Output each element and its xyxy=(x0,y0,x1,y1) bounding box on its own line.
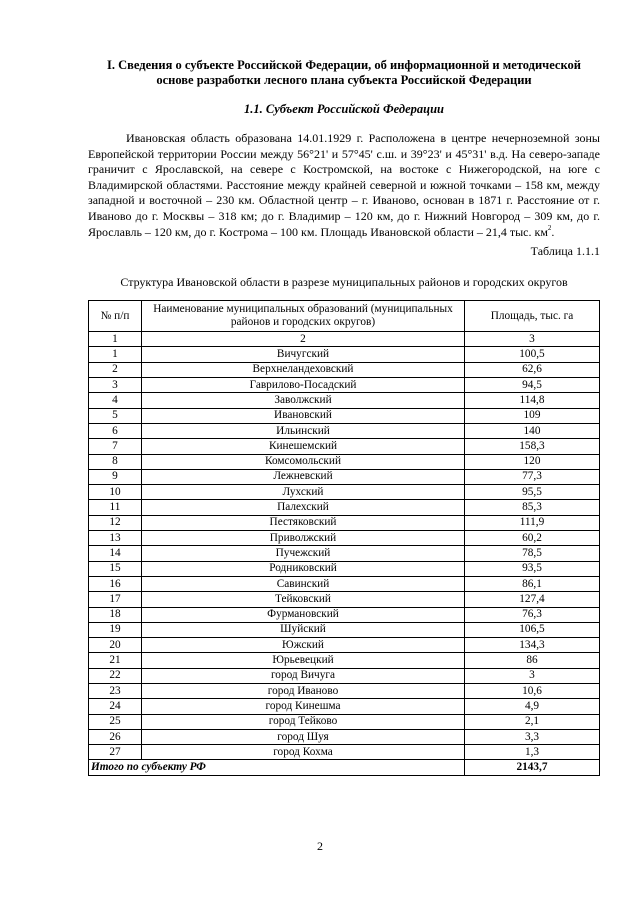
row-name: Пестяковский xyxy=(142,515,465,530)
intro-text: Ивановская область образована 14.01.1929 г. Расположена в центре нечерноземной зоны Европейской территории России между 56°21' и 57°45' с.ш. и 39°23' и 45°31' в.д. На северо-западе граничит с Ярославской, на севере с Костромской, на востоке с Нижегородской, на юге с Владимирской областями. Расстояние между крайней северной и южной точками – 158 км, между западной и восточной – 230 км. Областной центр – г. Иваново, основан в 1871 г. Расстояние от г. Иваново до г. Москвы – 318 км; до г. Владимир – 120 км, до г. Нижний Новгород – 309 км, до г. Ярославль – 120 км, до г. Кострома – 100 км. Площадь Ивановской области – 21,4 тыс. км xyxy=(88,131,600,239)
row-name: Юрьевецкий xyxy=(142,653,465,668)
row-area: 2,1 xyxy=(465,714,600,729)
table-row xyxy=(89,423,600,438)
row-area: 86 xyxy=(465,653,600,668)
column-number-row xyxy=(89,332,600,347)
row-name: Тейковский xyxy=(142,592,465,607)
total-row xyxy=(89,760,600,775)
row-number: 14 xyxy=(89,546,142,561)
header-area: Площадь, тыс. га xyxy=(465,301,600,332)
table-row xyxy=(89,638,600,653)
row-name: Савинский xyxy=(142,576,465,591)
row-number: 6 xyxy=(89,423,142,438)
row-number: 9 xyxy=(89,469,142,484)
table-row xyxy=(89,653,600,668)
row-name: Южский xyxy=(142,638,465,653)
table-row xyxy=(89,454,600,469)
table-row xyxy=(89,393,600,408)
table-body xyxy=(89,347,600,760)
table-row xyxy=(89,683,600,698)
row-name: Комсомольский xyxy=(142,454,465,469)
row-number: 15 xyxy=(89,561,142,576)
paragraph-end: . xyxy=(551,224,555,239)
row-number: 3 xyxy=(89,378,142,393)
total-label: Итого по субъекту РФ xyxy=(89,760,465,775)
row-area: 140 xyxy=(465,423,600,438)
row-name: город Шуя xyxy=(142,729,465,744)
page-number: 2 xyxy=(317,839,323,853)
row-area: 120 xyxy=(465,454,600,469)
row-number: 4 xyxy=(89,393,142,408)
row-name: Гаврилово-Посадский xyxy=(142,378,465,393)
row-name: город Иваново xyxy=(142,683,465,698)
row-name: город Кохма xyxy=(142,745,465,760)
row-number: 25 xyxy=(89,714,142,729)
table-caption: Структура Ивановской области в разрезе муниципальных районов и городских округов xyxy=(120,275,568,290)
table-row xyxy=(89,622,600,637)
total-area: 2143,7 xyxy=(465,760,600,775)
row-area: 109 xyxy=(465,408,600,423)
table-row xyxy=(89,469,600,484)
document-page xyxy=(88,58,600,776)
row-area: 85,3 xyxy=(465,500,600,515)
row-number: 5 xyxy=(89,408,142,423)
row-number: 2 xyxy=(89,362,142,377)
table-row xyxy=(89,745,600,760)
row-area: 100,5 xyxy=(465,347,600,362)
row-area: 78,5 xyxy=(465,546,600,561)
row-area: 3,3 xyxy=(465,729,600,744)
row-name: город Тейково xyxy=(142,714,465,729)
table-row xyxy=(89,546,600,561)
row-name: Кинешемский xyxy=(142,439,465,454)
table-row xyxy=(89,439,600,454)
row-number: 8 xyxy=(89,454,142,469)
row-area: 158,3 xyxy=(465,439,600,454)
row-number: 11 xyxy=(89,500,142,515)
table-row xyxy=(89,408,600,423)
row-area: 114,8 xyxy=(465,393,600,408)
row-number: 17 xyxy=(89,592,142,607)
row-name: Ивановский xyxy=(142,408,465,423)
header-name: Наименование муниципальных образований (муниципальных районов и городских округов) xyxy=(142,301,465,332)
section-heading: I. Сведения о субъекте Российской Федерации, об информационной и методической основе разработки лесного плана субъекта Российской Федерации xyxy=(107,58,581,87)
row-name: Пучежский xyxy=(142,546,465,561)
row-area: 1,3 xyxy=(465,745,600,760)
row-area: 4,9 xyxy=(465,699,600,714)
row-name: Заволжский xyxy=(142,393,465,408)
table-header-row xyxy=(89,301,600,332)
area-unit-superscript: 2 xyxy=(547,223,552,232)
table-row xyxy=(89,714,600,729)
row-area: 93,5 xyxy=(465,561,600,576)
row-number: 12 xyxy=(89,515,142,530)
row-number: 16 xyxy=(89,576,142,591)
row-name: Ильинский xyxy=(142,423,465,438)
table-row xyxy=(89,576,600,591)
row-name: Вичугский xyxy=(142,347,465,362)
row-area: 106,5 xyxy=(465,622,600,637)
header-number: № п/п xyxy=(89,301,142,332)
row-number: 10 xyxy=(89,485,142,500)
row-number: 13 xyxy=(89,531,142,546)
column-number-3: 3 xyxy=(465,332,600,347)
table-row xyxy=(89,362,600,377)
row-name: Верхнеландеховский xyxy=(142,362,465,377)
table-row xyxy=(89,515,600,530)
table-row xyxy=(89,607,600,622)
column-number-1: 1 xyxy=(89,332,142,347)
row-number: 18 xyxy=(89,607,142,622)
table-row xyxy=(89,592,600,607)
row-name: Фурмановский xyxy=(142,607,465,622)
row-area: 111,9 xyxy=(465,515,600,530)
row-name: Лежневский xyxy=(142,469,465,484)
table-row xyxy=(89,347,600,362)
table-row xyxy=(89,531,600,546)
row-name: город Вичуга xyxy=(142,668,465,683)
row-number: 21 xyxy=(89,653,142,668)
row-area: 76,3 xyxy=(465,607,600,622)
table-row xyxy=(89,729,600,744)
row-area: 86,1 xyxy=(465,576,600,591)
row-area: 77,3 xyxy=(465,469,600,484)
row-number: 27 xyxy=(89,745,142,760)
row-area: 94,5 xyxy=(465,378,600,393)
row-name: Приволжский xyxy=(142,531,465,546)
row-number: 22 xyxy=(89,668,142,683)
row-area: 60,2 xyxy=(465,531,600,546)
table-label: Таблица 1.1.1 xyxy=(530,244,600,259)
row-number: 7 xyxy=(89,439,142,454)
row-number: 20 xyxy=(89,638,142,653)
row-number: 23 xyxy=(89,683,142,698)
municipal-structure-table xyxy=(88,300,600,776)
row-number: 1 xyxy=(89,347,142,362)
table-row xyxy=(89,668,600,683)
row-number: 26 xyxy=(89,729,142,744)
table-row xyxy=(89,699,600,714)
table-row xyxy=(89,500,600,515)
row-area: 3 xyxy=(465,668,600,683)
row-number: 19 xyxy=(89,622,142,637)
row-area: 10,6 xyxy=(465,683,600,698)
row-area: 127,4 xyxy=(465,592,600,607)
row-name: Палехский xyxy=(142,500,465,515)
row-name: Шуйский xyxy=(142,622,465,637)
row-area: 62,6 xyxy=(465,362,600,377)
row-area: 95,5 xyxy=(465,485,600,500)
row-name: Родниковский xyxy=(142,561,465,576)
row-name: город Кинешма xyxy=(142,699,465,714)
intro-paragraph xyxy=(88,131,600,240)
table-row xyxy=(89,561,600,576)
column-number-2: 2 xyxy=(142,332,465,347)
row-name: Лухский xyxy=(142,485,465,500)
subsection-heading: 1.1. Субъект Российской Федерации xyxy=(244,102,444,116)
row-number: 24 xyxy=(89,699,142,714)
table-row xyxy=(89,378,600,393)
row-area: 134,3 xyxy=(465,638,600,653)
table-row xyxy=(89,485,600,500)
